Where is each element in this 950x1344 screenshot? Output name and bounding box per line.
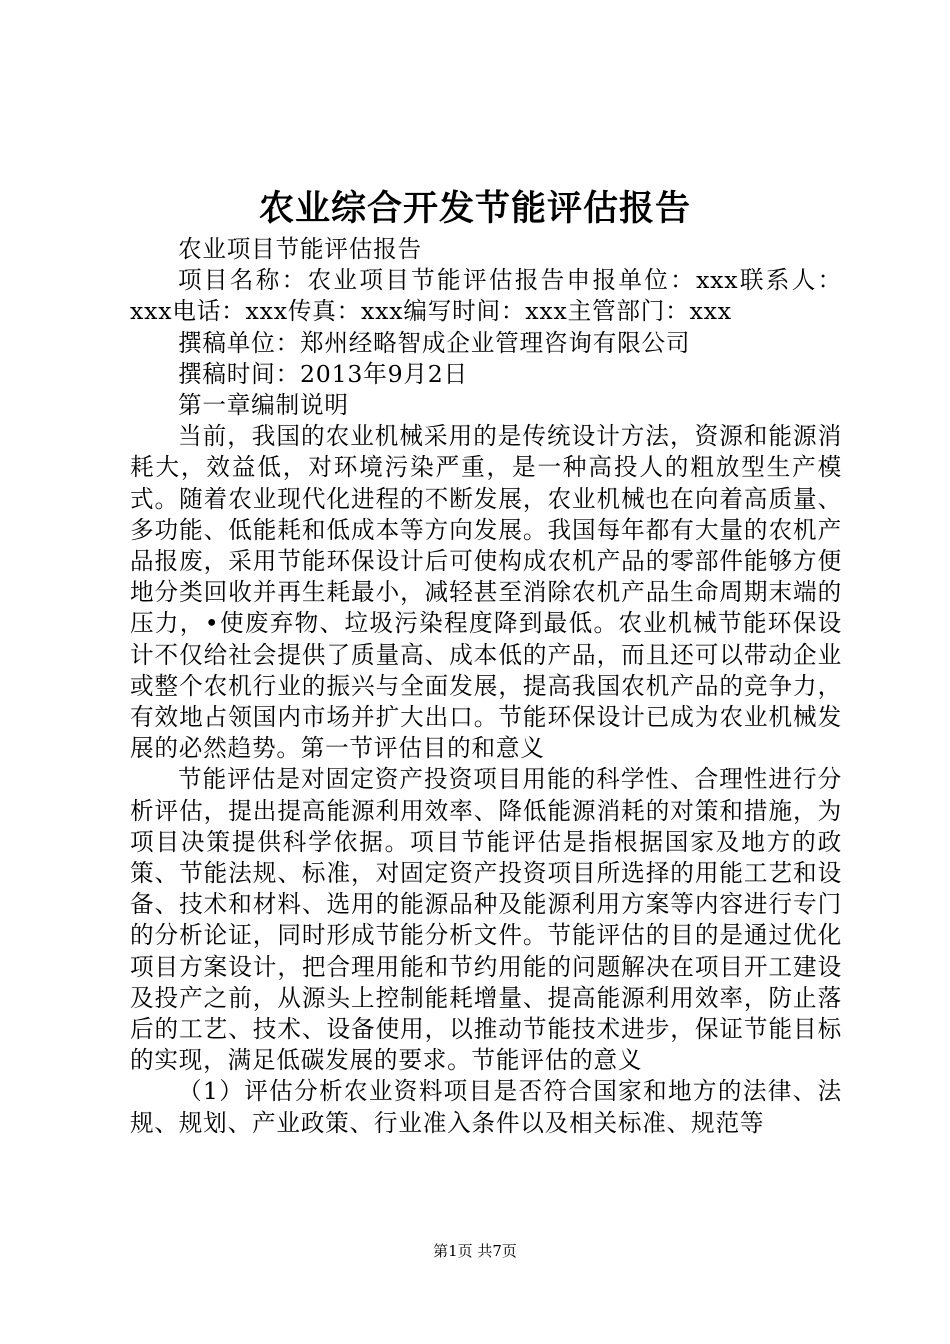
paragraph-background: 当前，我国的农业机械采用的是传统设计方法，资源和能源消耗大，效益低，对环境污染严重，是一种高投人的粗放型生产模式。随着农业现代化进程的不断发展，农业机械也在向着高质量、多功能、低能耗和低成本等方向发展。我国每年都有大量的农机产品报废，采用节能环保设计后可使构成农机产品的零部件能够方便地分类回收并再生耗最小，减轻甚至消除农机产品生命周期末端的压力，•使废弃物、垃圾污染程度降到最低。农业机械节能环保设计不仅给社会提供了质量高、成本低的产品，而且还可以带动企业或整个农机行业的振兴与全面发展，提高我国农机产品的竞争力，有效地占领国内市场并扩大出口。节能环保设计已成为农业机械发展的必然趋势。第一节评估目的和意义 [130, 422, 842, 763]
paragraph-author-unit: 撰稿单位：郑州经略智成企业管理咨询有限公司 [178, 328, 691, 357]
paragraph-item-1: （1）评估分析农业资料项目是否符合国家和地方的法律、法规、规划、产业政策、行业准入条件以及相关标准、规范等 [130, 1077, 842, 1137]
paragraph-chapter-heading: 第一章编制说明 [178, 391, 349, 420]
paragraph-subtitle: 农业项目节能评估报告 [178, 235, 422, 263]
paragraph-assessment-purpose: 节能评估是对固定资产投资项目用能的科学性、合理性进行分析评估，提出提高能源利用效率、降低能源消耗的对策和措施，为项目决策提供科学依据。项目节能评估是指根据国家及地方的政策、节能法规、标准，对固定资产投资项目所选择的用能工艺和设备、技术和材料、选用的能源品种及能源利用方案等内容进行专门的分析论证，同时形成节能分析文件。节能评估的目的是通过优化项目方案设计，把合理用能和节约用能的问题解决在项目开工建设及投产之前，从源头上控制能耗增量、提高能源利用效率，防止落后的工艺、技术、设备使用，以推动节能技术进步，保证节能目标的实现，满足低碳发展的要求。节能评估的意义 [130, 765, 842, 1075]
document-body [130, 234, 842, 1139]
paragraph-project-info: 项目名称：农业项目节能评估报告申报单位：xxx联系人：xxx电话：xxx传真：xxx编写时间：xxx主管部门：xxx [130, 266, 842, 326]
document-title: 农业综合开发节能评估报告 [258, 188, 691, 229]
paragraph-author-date: 撰稿时间：2013年9月2日 [178, 359, 469, 388]
page-footer: 第1页 共7页 [433, 1242, 517, 1260]
